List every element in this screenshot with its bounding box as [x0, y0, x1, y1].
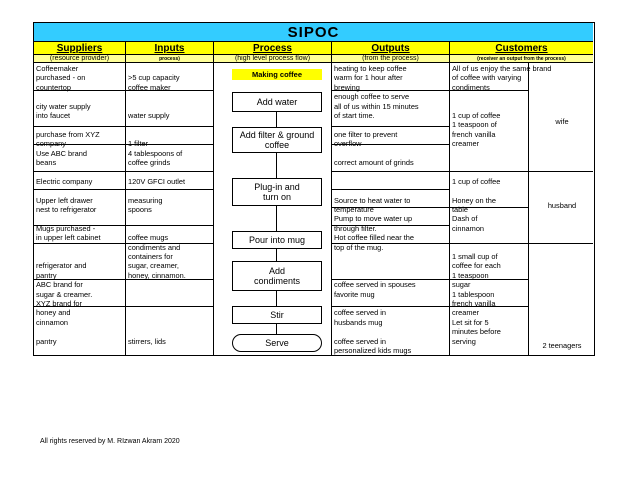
subheader-customers: (receiver an output from the process): [450, 54, 593, 63]
copyright-footer: All rights reserved by M. RIzwan Akram 2020: [40, 438, 180, 445]
customers_detail-line: sugar: [452, 280, 471, 290]
customers_detail-line: 1 teaspoon of: [452, 120, 497, 130]
suppliers-line: ABC brand for: [36, 280, 83, 290]
inputs-line: coffee grinds: [128, 158, 171, 167]
suppliers-line: Upper left drawer: [36, 195, 93, 205]
suppliers-line: pantry: [36, 270, 57, 280]
subheader-process: (high level process flow): [214, 54, 332, 63]
customers_detail-line: Dash of: [452, 214, 478, 224]
header-outputs: Outputs: [332, 42, 450, 54]
outputs-line: brewing: [334, 82, 360, 92]
outputs-line: correct amount of grinds: [334, 158, 414, 167]
outputs-line: warm for 1 hour after: [334, 73, 403, 83]
customers_detail-line: 1 small cup of: [452, 252, 498, 261]
header-inputs: Inputs: [126, 42, 214, 54]
process-step-add-condiments: Add condiments: [232, 261, 322, 291]
suppliers-line: Mugs purchased -: [36, 223, 96, 233]
customers_detail-line: creamer: [452, 139, 480, 149]
suppliers-line: Coffeemaker: [36, 64, 79, 73]
outputs-line: personalized kids mugs: [334, 346, 412, 355]
inputs-line: honey, cinnamon.: [128, 270, 186, 280]
process-step-plug-in: Plug-in and turn on: [232, 178, 322, 206]
suppliers-line: in upper left cabinet: [36, 233, 101, 243]
subheader-suppliers: (resource provider): [34, 54, 126, 63]
customers_detail-line: Honey on the: [452, 195, 496, 205]
customers_detail-line: 1 cup of coffee: [452, 176, 501, 186]
customer-wife: wife: [555, 117, 569, 126]
process-step-stir: Stir: [232, 306, 322, 324]
customers_detail-line: serving: [452, 336, 476, 346]
outputs-line: favorite mug: [334, 289, 375, 299]
flow-arrow: [276, 153, 277, 178]
suppliers-line: city water supply: [36, 101, 91, 111]
outputs-line: husbands mug: [334, 317, 383, 327]
inputs-line: measuring: [128, 195, 163, 205]
outputs-line: of start time.: [334, 111, 375, 120]
suppliers-line: honey and: [36, 308, 71, 318]
inputs-line: stirrers, lids: [128, 336, 166, 346]
process-step-pour: Pour into mug: [232, 231, 322, 249]
suppliers-line: purchased - on: [36, 73, 86, 83]
suppliers-line: company: [36, 139, 66, 149]
header-customers: Customers: [450, 42, 593, 54]
flow-arrow: [276, 206, 277, 231]
suppliers-line: Electric company: [36, 176, 93, 186]
outputs-line: heating to keep coffee: [334, 64, 407, 73]
customer-teenagers: 2 teenagers: [542, 341, 582, 350]
suppliers-line: XYZ brand for: [36, 299, 83, 308]
flow-arrow: [276, 291, 277, 306]
customers_detail-line: minutes before: [452, 327, 501, 337]
header-suppliers: Suppliers: [34, 42, 126, 54]
suppliers-line: sugar & creamer.: [36, 289, 93, 299]
customers_detail-line: All of us enjoy the same brand: [452, 64, 552, 73]
suppliers-line: refrigerator and: [36, 261, 87, 271]
outputs-line: coffee served in spouses: [334, 280, 416, 290]
outputs-line: coffee served in: [334, 336, 387, 346]
flow-arrow: [276, 249, 277, 261]
outputs-line: top of the mug.: [334, 242, 384, 252]
suppliers-line: into faucet: [36, 111, 71, 120]
customers_detail-line: 1 tablespoon: [452, 289, 495, 299]
suppliers-line: countertop: [36, 82, 71, 92]
inputs-line: containers for: [128, 252, 173, 261]
outputs-line: all of us within 15 minutes: [334, 101, 419, 111]
inputs-line: coffee maker: [128, 82, 171, 92]
suppliers-line: cinnamon: [36, 317, 69, 327]
inputs-line: 4 tablespoons of: [128, 148, 183, 158]
customers_detail-line: coffee for each: [452, 261, 501, 271]
suppliers-line: beans: [36, 158, 57, 167]
customers_detail-line: table: [452, 205, 469, 214]
process-step-serve: Serve: [232, 334, 322, 352]
suppliers-line: Use ABC brand: [36, 148, 87, 158]
outputs-line: temperature: [334, 205, 374, 214]
inputs-line: condiments and: [128, 242, 181, 252]
customers_detail-line: french vanilla: [452, 299, 496, 308]
header-process: Process: [214, 42, 332, 54]
inputs-line: 1 filter: [128, 139, 149, 149]
process-title: Making coffee: [232, 69, 322, 80]
subheader-outputs: (from the process): [332, 54, 450, 63]
inputs-line: coffee mugs: [128, 233, 169, 243]
outputs-line: enough coffee to serve: [334, 92, 410, 102]
process-step-add-water: Add water: [232, 92, 322, 112]
inputs-line: 120V GFCI outlet: [128, 176, 186, 186]
inputs-line: >5 cup capacity: [128, 73, 180, 83]
outputs-line: Pump to move water up: [334, 214, 413, 224]
customers_detail-line: Let sit for 5: [452, 317, 489, 327]
outputs-line: one filter to prevent: [334, 129, 398, 139]
customers_detail-line: creamer: [452, 308, 480, 318]
flow-arrow: [276, 112, 277, 127]
flow-arrow: [276, 324, 277, 334]
outputs-line: coffee served in: [334, 308, 387, 318]
outputs-line: overflow: [334, 139, 362, 149]
inputs-line: spoons: [128, 205, 152, 214]
outputs-line: through filter.: [334, 223, 377, 233]
sipoc-table: [33, 22, 595, 356]
outputs-line: Source to heat water to: [334, 195, 411, 205]
sipoc-title: SIPOC: [34, 23, 593, 42]
customers_detail-line: cinnamon: [452, 223, 485, 233]
suppliers-line: nest to refrigerator: [36, 205, 97, 214]
inputs-line: water supply: [128, 111, 170, 120]
customers_detail-line: of coffee with varying: [452, 73, 522, 83]
inputs-line: sugar, creamer,: [128, 261, 179, 271]
customer-husband: husband: [547, 201, 577, 210]
customers_detail-line: french vanilla: [452, 129, 496, 139]
customers_detail-line: condiments: [452, 82, 490, 92]
suppliers-line: purchase from XYZ: [36, 129, 100, 139]
subheader-inputs: process): [126, 54, 214, 63]
suppliers-line: pantry: [36, 336, 57, 346]
outputs-line: Hot coffee filled near the: [334, 233, 414, 243]
customers_detail-line: 1 cup of coffee: [452, 111, 501, 120]
customers_detail-line: 1 teaspoon: [452, 270, 489, 280]
process-step-add-filter: Add filter & ground coffee: [232, 127, 322, 153]
